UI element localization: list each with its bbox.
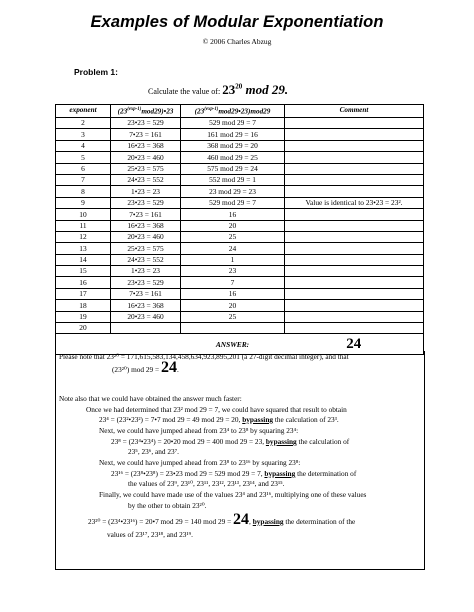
cell-product: 25•23 = 575 (111, 163, 181, 174)
problem-expression (222, 82, 288, 97)
problem-prompt: Calculate the value of: (148, 87, 221, 96)
cell-result: 20 (181, 220, 285, 231)
cell-comment (285, 220, 424, 231)
table-row (56, 129, 424, 140)
cell-result: 25 (181, 311, 285, 322)
cell-product (111, 323, 181, 334)
table-row (56, 140, 424, 151)
cell-exponent: 11 (56, 220, 111, 231)
document-title: Examples of Modular Exponentiation (90, 13, 384, 31)
header-exponent: exponent (56, 105, 111, 118)
cell-comment (285, 277, 424, 288)
cell-result: 20 (181, 300, 285, 311)
exponent-table (55, 104, 424, 355)
answer-highlight: 24 (233, 511, 250, 528)
cell-comment (285, 209, 424, 220)
cell-result: 368 mod 29 = 20 (181, 140, 285, 151)
note-line: 23⁵, 23⁶, and 23⁷. (128, 447, 180, 456)
cell-product: 25•23 = 575 (111, 243, 181, 254)
cell-exponent: 17 (56, 288, 111, 299)
cell-comment (285, 254, 424, 265)
cell-exponent: 12 (56, 231, 111, 242)
table-row (56, 152, 424, 163)
cell-product: 7•23 = 161 (111, 288, 181, 299)
cell-result: 460 mod 29 = 25 (181, 152, 285, 163)
table-row (56, 163, 424, 174)
cell-exponent: 6 (56, 163, 111, 174)
note-line: 23⁸ = (23⁴•23⁴) = 20•20 mod 29 = 400 mod 29 = 23, bypassing the calculation of (111, 437, 350, 446)
cell-comment (285, 288, 424, 299)
cell-exponent: 8 (56, 186, 111, 197)
table-row (56, 186, 424, 197)
cell-exponent: 2 (56, 118, 111, 129)
table-row (56, 209, 424, 220)
cell-result: 1 (181, 254, 285, 265)
copyright-line: © 2006 Charles Abzug (202, 37, 272, 46)
table-row (56, 277, 424, 288)
note-line: Note also that we could have obtained the answer much faster: (59, 394, 242, 403)
cell-comment (285, 266, 424, 277)
cell-comment (285, 163, 424, 174)
cell-result: 552 mod 29 = 1 (181, 174, 285, 185)
cell-exponent: 19 (56, 311, 111, 322)
cell-exponent: 14 (56, 254, 111, 265)
bypassing-emphasis: bypassing (264, 469, 296, 478)
cell-product: 1•23 = 23 (111, 266, 181, 277)
cell-comment (285, 311, 424, 322)
table-row (56, 197, 424, 208)
cell-exponent: 5 (56, 152, 111, 163)
cell-exponent: 18 (56, 300, 111, 311)
cell-product: 7•23 = 161 (111, 209, 181, 220)
cell-result: 16 (181, 209, 285, 220)
note-line: Finally, we could have made use of the values 23⁴ and 23¹⁶, multiplying one of these values (99, 490, 367, 499)
cell-exponent: 9 (56, 197, 111, 208)
cell-exponent: 7 (56, 174, 111, 185)
cell-product: 20•23 = 460 (111, 311, 181, 322)
answer-highlight: 24 (160, 359, 177, 376)
table-row (56, 254, 424, 265)
cell-product: 24•23 = 552 (111, 254, 181, 265)
notes-box (55, 351, 425, 570)
table-row (56, 220, 424, 231)
cell-result: 529 mod 29 = 7 (181, 197, 285, 208)
note-line: values of 23¹⁷, 23¹⁸, and 23¹⁹. (107, 530, 193, 539)
expr-exponent: 20 (235, 82, 243, 91)
cell-product: 23•23 = 529 (111, 197, 181, 208)
note-line: Next, we could have jumped ahead from 23⁸ to 23¹⁶ by squaring 23⁸: (99, 458, 301, 467)
cell-result: 161 mod 29 = 16 (181, 129, 285, 140)
bypassing-emphasis: bypassing (265, 437, 297, 446)
cell-comment: Value is identical to 23•23 = 23². (285, 197, 424, 208)
cell-comment (285, 231, 424, 242)
table-row (56, 243, 424, 254)
cell-product: 16•23 = 368 (111, 220, 181, 231)
table-row (56, 231, 424, 242)
cell-comment (285, 323, 424, 334)
cell-exponent: 10 (56, 209, 111, 220)
cell-result: 23 mod 29 = 23 (181, 186, 285, 197)
cell-product: 23•23 = 529 (111, 277, 181, 288)
cell-comment (285, 118, 424, 129)
cell-exponent: 15 (56, 266, 111, 277)
bypassing-emphasis: bypassing (252, 517, 284, 526)
note-line: by the other to obtain 23²⁰. (128, 501, 207, 510)
cell-product: 20•23 = 460 (111, 152, 181, 163)
cell-product: 16•23 = 368 (111, 300, 181, 311)
expr-base: 23 (222, 82, 236, 97)
cell-comment (285, 174, 424, 185)
cell-comment (285, 129, 424, 140)
table-row (56, 311, 424, 322)
header-product: $(23^{(exp-1)}mod29)•23$ (111, 105, 181, 118)
note-line: the values of 23⁹, 23¹⁰, 23¹¹, 23¹², 23¹³, 23¹⁴, and 23¹⁵. (128, 479, 285, 488)
header-comment: Comment (285, 105, 424, 118)
problem-question (148, 82, 288, 98)
cell-result: 7 (181, 277, 285, 288)
bypassing-emphasis: bypassing (242, 415, 274, 424)
cell-result: 16 (181, 288, 285, 299)
table-row (56, 300, 424, 311)
cell-result: 575 mod 29 = 24 (181, 163, 285, 174)
note-line: 23⁴ = (23²•23²) = 7•7 mod 29 = 49 mod 29 = 20, bypassing the calculation of 23³. (99, 415, 339, 424)
note-line: Next, we could have jumped ahead from 23⁴ to 23⁸ by squaring 23⁴: (99, 426, 299, 435)
cell-comment (285, 152, 424, 163)
cell-comment (285, 300, 424, 311)
cell-result (181, 323, 285, 334)
cell-exponent: 13 (56, 243, 111, 254)
problem-label: Problem 1: (74, 67, 118, 77)
note-line: (23²⁰) mod 29 = 24. (112, 359, 179, 376)
expr-mod: mod 29. (245, 82, 289, 97)
cell-product: 16•23 = 368 (111, 140, 181, 151)
cell-product: 20•23 = 460 (111, 231, 181, 242)
table-row (56, 323, 424, 334)
note-line: Once we had determined that 23² mod 29 = 7, we could have squared that result to obtain (86, 405, 347, 414)
cell-result: 25 (181, 231, 285, 242)
cell-exponent: 20 (56, 323, 111, 334)
cell-product: 1•23 = 23 (111, 186, 181, 197)
note-line: Please note that 23²⁰ = 171,615,583,134,458,634,923,895,201 (a 27-digit decimal integer), and that (59, 352, 349, 361)
cell-product: 7•23 = 161 (111, 129, 181, 140)
note-line: 23²⁰ = (23⁴•23¹⁶) = 20•7 mod 29 = 140 mod 29 = 24, bypassing the determination of the (88, 511, 356, 528)
cell-result: 23 (181, 266, 285, 277)
cell-comment (285, 140, 424, 151)
cell-exponent: 4 (56, 140, 111, 151)
note-line: 23¹⁶ = (23⁸•23⁸) = 23•23 mod 29 = 529 mod 29 = 7, bypassing the determination of (111, 469, 357, 478)
cell-product: 23•23 = 529 (111, 118, 181, 129)
table-row (56, 174, 424, 185)
cell-result: 529 mod 29 = 7 (181, 118, 285, 129)
cell-comment (285, 243, 424, 254)
table-row (56, 266, 424, 277)
answer-label: ANSWER: (181, 334, 285, 355)
cell-exponent: 3 (56, 129, 111, 140)
header-result: $(23^{(exp-1)}mod29•23)mod29$ (181, 105, 285, 118)
cell-product: 24•23 = 552 (111, 174, 181, 185)
cell-comment (285, 186, 424, 197)
table-row (56, 288, 424, 299)
table-row (56, 118, 424, 129)
table-header-row (56, 105, 424, 118)
cell-result: 24 (181, 243, 285, 254)
answer-value: 24 (285, 334, 424, 355)
cell-exponent: 16 (56, 277, 111, 288)
